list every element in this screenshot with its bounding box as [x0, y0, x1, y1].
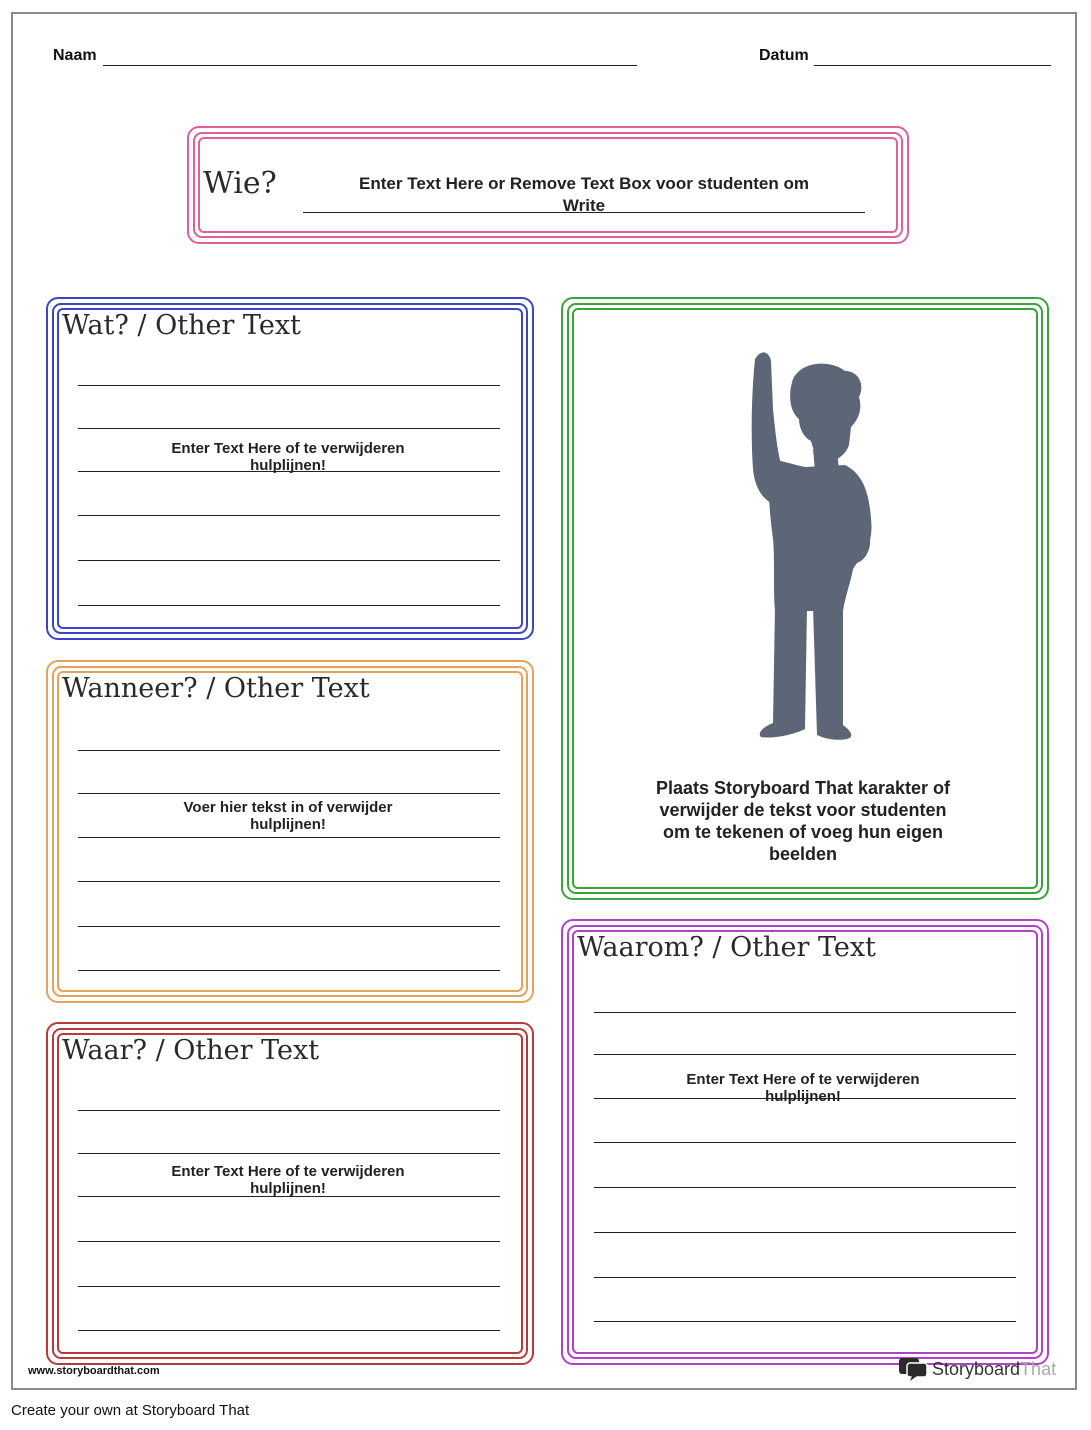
speech-bubble-icon [898, 1356, 930, 1382]
what-line-4 [78, 515, 500, 516]
why-heading: Waarom? / Other Text [577, 932, 876, 963]
why-hint[interactable]: Enter Text Here of te verwijderen hulplijnen! [686, 1071, 920, 1105]
where-hint[interactable]: Enter Text Here of te verwijderen hulplijnen! [171, 1163, 405, 1197]
when-line-2 [78, 793, 500, 794]
what-line-6 [78, 605, 500, 606]
character-caption[interactable]: Plaats Storyboard That karakter of verwijder de tekst voor studenten om te tekenen of voeg hun eigen beelden [655, 778, 951, 864]
name-line [103, 65, 637, 66]
where-line-4 [78, 1241, 500, 1242]
when-line-1 [78, 750, 500, 751]
why-line-2 [594, 1054, 1016, 1055]
why-line-4 [594, 1142, 1016, 1143]
where-line-5 [78, 1286, 500, 1287]
person-silhouette-icon [733, 349, 893, 749]
when-heading: Wanneer? / Other Text [62, 673, 370, 704]
create-your-own-link[interactable]: Create your own at Storyboard That [11, 1402, 250, 1419]
who-hint[interactable]: Enter Text Here or Remove Text Box voor studenten om Write [359, 174, 809, 215]
why-box [561, 919, 1049, 1365]
where-line-2 [78, 1153, 500, 1154]
worksheet-page [11, 12, 1077, 1390]
what-box [46, 297, 534, 640]
logo-text-accent: That [1020, 1358, 1057, 1379]
date-label: Datum [759, 47, 809, 64]
why-line-1 [594, 1012, 1016, 1013]
when-hint[interactable]: Voer hier tekst in of verwijder hulplijnen! [183, 799, 393, 833]
what-line-1 [78, 385, 500, 386]
who-box [187, 126, 909, 244]
where-line-6 [78, 1330, 500, 1331]
what-line-5 [78, 560, 500, 561]
where-box [46, 1022, 534, 1365]
why-line-8 [594, 1321, 1016, 1322]
when-line-4 [78, 881, 500, 882]
what-line-2 [78, 428, 500, 429]
where-line-1 [78, 1110, 500, 1111]
when-line-3 [78, 837, 500, 838]
website-label: www.storyboardthat.com [28, 1365, 160, 1377]
why-line-6 [594, 1232, 1016, 1233]
why-line-5 [594, 1187, 1016, 1188]
what-hint[interactable]: Enter Text Here of te verwijderen hulplijnen! [171, 440, 405, 474]
name-label: Naam [53, 47, 97, 64]
date-line [814, 65, 1051, 66]
character-box [561, 297, 1049, 900]
storyboardthat-logo [898, 1355, 1056, 1383]
when-box [46, 660, 534, 1003]
when-line-6 [78, 970, 500, 971]
what-heading: Wat? / Other Text [62, 310, 301, 341]
who-heading: Wie? [203, 166, 277, 201]
logo-text-main: Storyboard [932, 1358, 1021, 1379]
where-heading: Waar? / Other Text [62, 1035, 320, 1066]
why-line-7 [594, 1277, 1016, 1278]
when-line-5 [78, 926, 500, 927]
